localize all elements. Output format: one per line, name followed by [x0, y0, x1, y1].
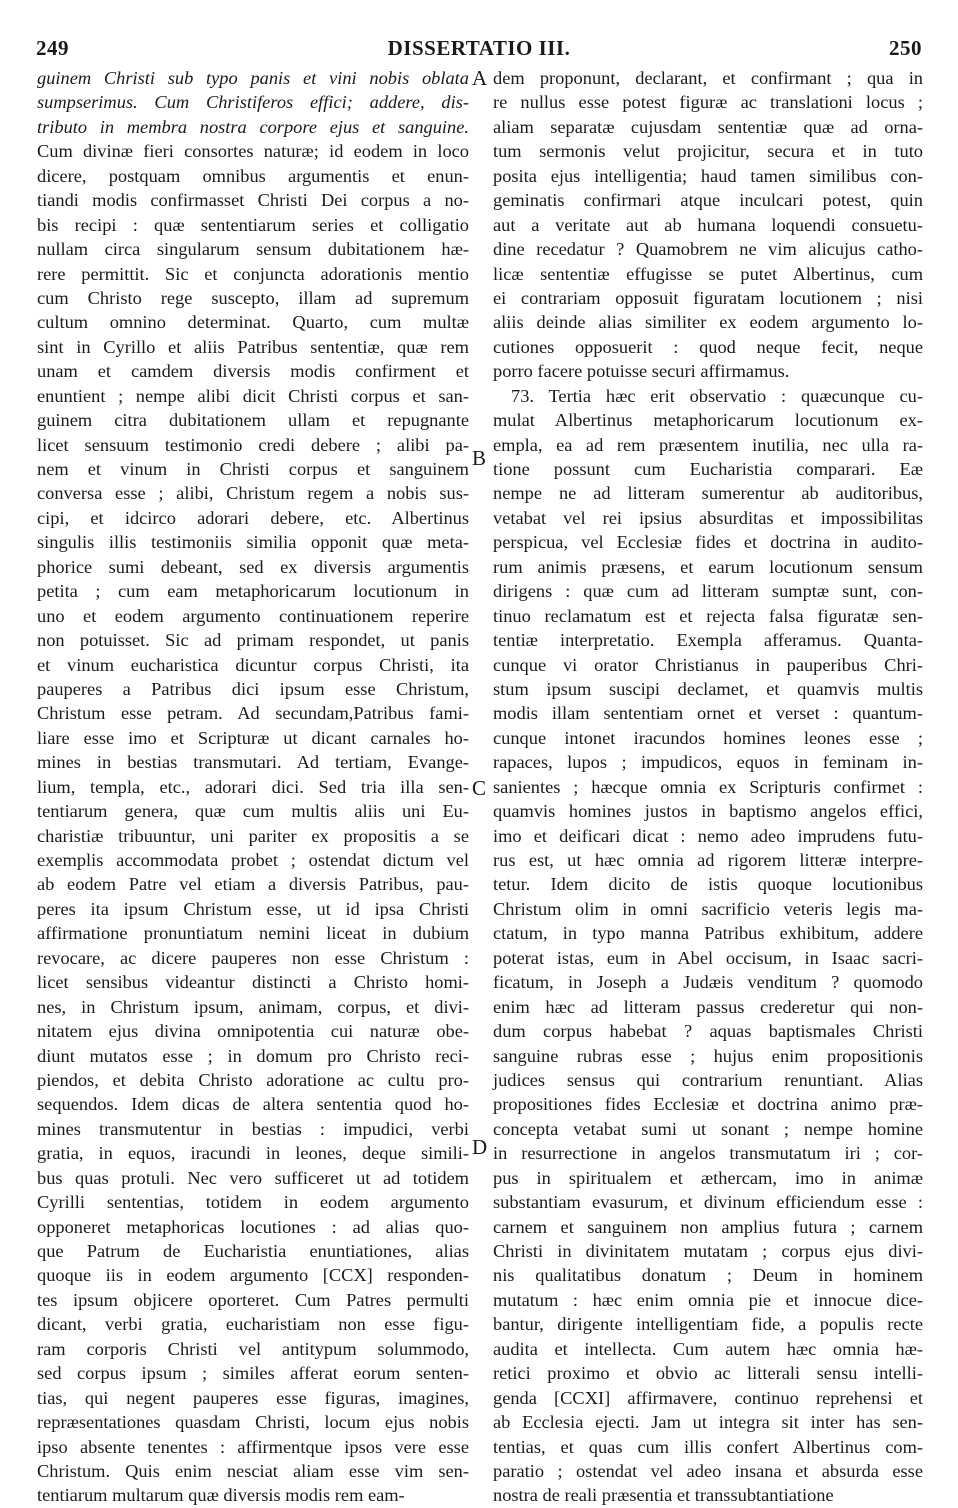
text-line: audita et intellecta. Cum autem hæc omnia hæ- — [493, 1338, 923, 1359]
margin-marker-a: A — [472, 66, 488, 90]
text-line: peres ita ipsum Christum esse, ut id ipsa Christi — [37, 898, 469, 919]
text-line: sanientes ; hæcque omnia ex Scripturis confirmet : — [493, 776, 923, 797]
text-line: sequendos. Idem dicas de altera sententia quod ho- — [37, 1094, 469, 1115]
text-line: ipso absente tenentes : affirmentque ipsos vere esse — [37, 1436, 469, 1457]
text-line: re nullus esse potest figuræ ac translationi locus ; — [493, 92, 923, 113]
text-line: sanguine rubras esse ; hujus enim propositionis — [493, 1045, 923, 1066]
text-line: revocare, ac dicere pauperes non esse Christum : — [37, 947, 469, 968]
text-line: Cyrilli sententias, totidem in eodem argumento — [37, 1192, 469, 1213]
text-line: mutatum : hæc enim omnia pie et innocue dice- — [493, 1289, 923, 1310]
page-number-right: 250 — [889, 36, 922, 60]
text-line: gratia, in equos, iracundi in leones, deque simili- — [37, 1143, 469, 1164]
page-number-left: 249 — [36, 36, 69, 60]
text-line: vetabat vel rei ipsius absurditas et impossibilitas — [493, 507, 923, 528]
text-line: cutiones opposuerit : quod neque fecit, neque — [493, 336, 923, 357]
text-line: paratio ; ostendat vel adeo insana et absurda esse — [493, 1460, 923, 1481]
margin-marker-b: B — [472, 446, 487, 470]
text-line: geminatis confirmari atque inculcari potest, quin — [493, 190, 923, 211]
text-line: stum ipsum suscipi declamet, et quamvis multis — [493, 678, 923, 699]
text-line: poterat istas, eum in Abel occisum, in Isaac sacri- — [493, 947, 923, 968]
text-line: opponeret metaphoricas locutiones : ad alias quo- — [37, 1216, 469, 1237]
text-line: genda [CCXI] affirmavere, continuo reprehensi et — [493, 1387, 923, 1408]
text-line: licæ sententiæ effugisse se putet Albertinus, cum — [493, 263, 923, 284]
text-line: bantur, dirigente intelligentiam fide, a populis recte — [493, 1314, 923, 1335]
text-line: guinem Christi sub typo panis et vini nobis oblata — [37, 68, 469, 88]
text-line: quamvis homines justos in baptismo angelos effici, — [493, 801, 923, 822]
text-line: cipi, et idcirco adorari debere, etc. Albertinus — [37, 507, 469, 528]
left-column — [37, 66, 469, 1506]
text-line: ab eodem Patre vel etiam a diversis Patribus, pau- — [37, 874, 469, 895]
text-line: nem et vinum in Christi corpus et sanguinem — [37, 459, 469, 479]
text-line: ficatum, in Joseph a Judæis venditum ? quomodo — [493, 972, 923, 993]
text-line: rere permittit. Sic et conjuncta adorationis mentio — [37, 263, 469, 284]
text-line: licet sensuum testimonio credi debere ; alibi pa- — [37, 434, 469, 455]
text-line: propositiones fides Ecclesiæ et doctrina animo præ- — [493, 1094, 923, 1115]
text-line: ctatum, in typo manna Patribus exhibitum, addere — [493, 923, 923, 944]
text-line: bus quas protuli. Nec vero sufficeret ut ad totidem — [37, 1167, 469, 1188]
text-line: in resurrectione in angelos transmutatum iri ; cor- — [493, 1143, 923, 1164]
text-line: tiandi modis confirmasset Christi Dei corpus a no- — [37, 190, 469, 211]
text-line: lium, templa, etc., adorari dici. Sed tria illa sen- — [37, 776, 469, 797]
text-line: cum Christo rege suscepto, illam ad supremum — [37, 287, 469, 308]
text-line: modis illam sententiam ornet et verset : quantum- — [493, 703, 923, 724]
text-line: mines transmutentur in bestias : impudici, verbi — [37, 1118, 469, 1139]
text-line: piendos, et debita Christo adoratione ac cultu pro- — [37, 1069, 469, 1090]
text-line: aut a veritate aut ab humana loquendi consuetu- — [493, 214, 923, 235]
text-line: uno et eodem argumento continuationem reperire — [37, 605, 469, 626]
text-line: tentiarum genera, quæ cum multis aliis uni Eu- — [37, 801, 469, 822]
text-line: singulis illis testimoniis similia opponit quæ meta- — [37, 532, 469, 553]
text-line: Christum esse petram. Ad secundam,Patribus fami- — [37, 703, 469, 724]
text-line: tias, qui negent pauperes esse figuras, imagines, — [37, 1387, 469, 1408]
text-line: enuntient ; nempe alibi dicit Christi corpus et san- — [37, 385, 469, 406]
text-line: Christum. Quis enim nesciat aliam esse vim sen- — [37, 1460, 469, 1481]
text-line: repræsentationes quasdam Christi, locum ejus nobis — [37, 1412, 469, 1433]
text-line: mulat Albertinus metaphoricarum locutionum ex- — [493, 410, 923, 431]
running-title: DISSERTATIO III. — [387, 36, 571, 60]
running-header — [36, 36, 922, 62]
text-line: quoque iis in eodem argumento [CCX] responden- — [37, 1265, 469, 1286]
text-line: tentias, et quas cum illis confert Albertinus com- — [493, 1436, 923, 1457]
text-line: conversa esse ; alibi, Christum regem a nobis sus- — [37, 483, 469, 504]
text-line: bis recipi : quæ sententiarum series et colligatio — [37, 214, 469, 235]
text-line: nes, in Christum ipsum, animam, corpus, et divi- — [37, 996, 469, 1017]
text-line: nis qualitatibus donatum ; Deum in hominem — [493, 1265, 923, 1286]
text-line: non potuisset. Sic ad primam respondet, ut panis — [37, 630, 469, 651]
text-line: nostra de reali præsentia et transsubtantiatione — [493, 1485, 834, 1506]
text-line: tes ipsum objicere oporteret. Cum Patres permulti — [37, 1289, 469, 1310]
text-line: enim hæc ad litteram passus crederetur qui non- — [493, 996, 923, 1017]
text-line: sed corpus ipsum ; similes afferat eorum senten- — [37, 1363, 469, 1384]
text-line: nempe ne ad litteram sumerentur ab auditoribus, — [493, 483, 923, 504]
text-line: tributo in membra nostra corpore ejus et sanguine. — [37, 116, 469, 137]
text-line: petita ; cum eam metaphoricarum locutionum in — [37, 581, 469, 602]
text-line: rum animis præsens, et earum locutionum sensum — [493, 556, 923, 577]
text-line: licet sensibus videantur distincti a Christo homi- — [37, 972, 469, 993]
text-line: exemplis accommodata probet ; ostendat dictum vel — [37, 850, 469, 870]
text-line: ab Ecclesia ejecti. Jam ut integra sit inter has sen- — [493, 1412, 923, 1433]
text-line: tum sermonis velut projicitur, secura et in tuto — [493, 141, 923, 162]
text-line: imo et deificari dicat : nemo adeo imprudens futu- — [493, 825, 923, 846]
text-line: et vinum eucharistica dicuntur corpus Christi, ita — [37, 654, 469, 675]
text-line: 73. Tertia hæc erit observatio : quæcunque cu- — [511, 385, 923, 406]
text-line: guinem citra dubitationem ullam et repugnante — [37, 410, 469, 431]
text-line: charistiæ tribuuntur, uni pariter ex propositis a se — [37, 825, 469, 846]
text-line: cultum omnino determinat. Quarto, cum multæ — [37, 312, 469, 333]
margin-marker-c: C — [472, 776, 487, 800]
text-line: mines in bestias transmutari. Ad tertiam, Evange- — [37, 752, 469, 773]
text-line: Christi in divinitatem mutatam ; corpus ejus divi- — [493, 1241, 923, 1261]
text-line: aliis deinde alias similiter ex eodem argumento lo- — [493, 312, 923, 333]
text-line: affirmatione pronuntiatum nemini liceat in dubium — [37, 923, 469, 944]
text-line: ram corporis Christi vel antitypum solummodo, — [37, 1338, 469, 1359]
text-line: tentiarum multarum quæ diversis modis rem eam- — [37, 1485, 405, 1506]
text-line: perspicua, vel Ecclesiæ fides et doctrina in audito- — [493, 532, 923, 553]
text-line: tentiæ interpretatio. Exempla afferamus. Quanta- — [493, 630, 923, 651]
text-line: liare esse imo et Scripturæ ut dicant carnales ho- — [37, 727, 469, 748]
text-line: retici proximo et obvio ac litterali sensu intelli- — [493, 1363, 923, 1384]
text-line: rus est, ut hæc omnia ad rigorem litteræ interpre- — [493, 850, 923, 870]
text-line: Cum divinæ fieri consortes naturæ; id eodem in loco — [37, 141, 469, 162]
text-line: empla, ea ad rem præsentem inutilia, nec ulla ra- — [493, 434, 923, 455]
text-line: porro facere potuisse securi affirmamus. — [493, 361, 790, 382]
text-line: sint in Cyrillo et aliis Patribus sententiæ, quæ rem — [37, 336, 469, 357]
text-line: rapaces, lupos ; impudicos, equos in feminam in- — [493, 752, 923, 773]
text-line: que Patrum de Eucharistia enuntiationes, alias — [37, 1241, 469, 1261]
text-line: judices sensus qui contrarium renuntiant. Alias — [493, 1069, 923, 1090]
text-line: substantiam evasurum, et divinum efficiendum esse : — [493, 1192, 923, 1213]
text-line: tinuo reclamatum est et rejecta falsa figuratæ sen- — [493, 605, 923, 626]
text-line: nitatem ejus divina omnipotentia cui naturæ obe- — [37, 1021, 469, 1042]
text-line: cunque vi orator Christianus in pauperibus Chri- — [493, 654, 923, 675]
text-line: posita ejus intelligentia; haud tamen similibus con- — [493, 165, 923, 186]
text-line: ei contrariam opposuit figuratam locutionem ; nisi — [493, 287, 923, 308]
text-line: dum corpus habebat ? aquas baptismales Christi — [493, 1021, 923, 1042]
text-line: concepta vetabat sumi ut sonant ; nempe homine — [493, 1118, 923, 1139]
text-line: diunt mutatos esse ; in domum pro Christo reci- — [37, 1045, 469, 1066]
text-line: dicere, postquam omnibus argumentis et enun- — [37, 165, 469, 186]
text-line: aliam separatæ cujusdam sententiæ quæ ad orna- — [493, 116, 923, 137]
text-line: cunque intonet iracundos homines leones esse ; — [493, 727, 923, 748]
text-line: unam et camdem diversis modis confirment et — [37, 361, 469, 382]
margin-marker-d: D — [472, 1135, 488, 1159]
text-line: dirigens : quæ cum ad litteram sumptæ sunt, con- — [493, 581, 923, 602]
text-line: pauperes a Patribus dici ipsum esse Christum, — [37, 678, 469, 699]
text-line: phorice sumi debeant, sed ex diversis argumentis — [37, 556, 469, 577]
text-line: dine recedatur ? Quamobrem ne vim alicujus catho- — [493, 239, 923, 260]
right-column — [493, 66, 923, 1506]
text-line: pus in spiritualem et æthercam, imo in animæ — [493, 1167, 923, 1188]
text-line: carnem et sanguinem non amplius futura ; carnem — [493, 1216, 923, 1237]
text-line: Christum olim in omni sacrificio veteris legis ma- — [493, 898, 923, 919]
text-line: dem proponunt, declarant, et confirmant ; qua in — [493, 68, 923, 88]
text-line: dicant, verbi gratia, eucharistiam non esse figu- — [37, 1314, 469, 1335]
text-line: tetur. Idem dicito de istis quoque locutionibus — [493, 874, 923, 895]
text-line: sumpserimus. Cum Christiferos effici; addere, dis- — [37, 92, 469, 113]
text-line: tione possunt cum Eucharistia comparari. Eæ — [493, 459, 923, 479]
text-line: nullam circa singularum sensum dubitationem hæ- — [37, 239, 469, 260]
